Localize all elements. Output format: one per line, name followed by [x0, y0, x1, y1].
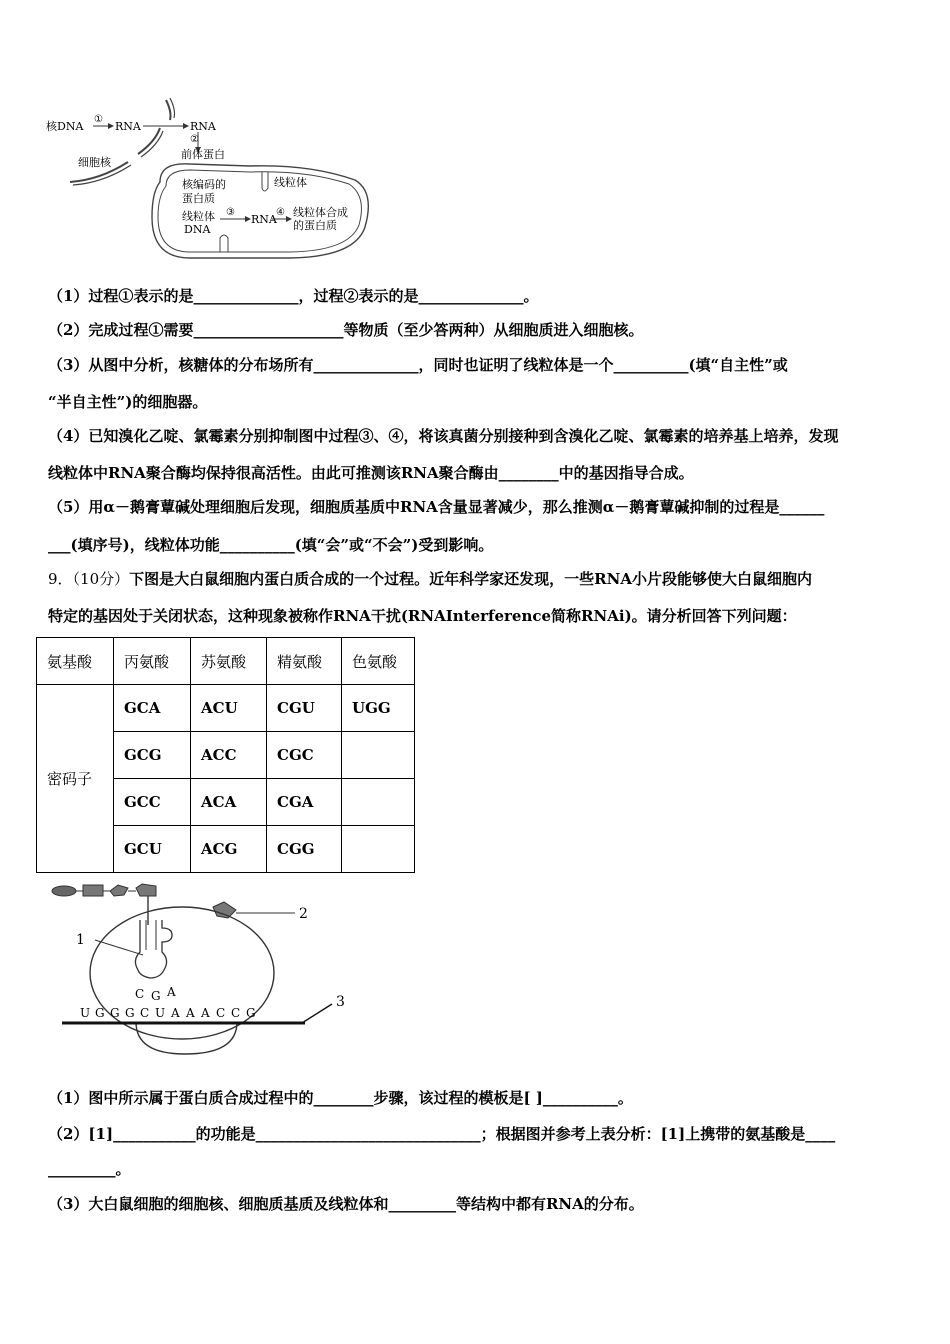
anticodon-base: C: [135, 987, 145, 1001]
table-row-label: 密码子: [37, 685, 114, 873]
mrna-base: C: [216, 1006, 226, 1020]
table-cell: CGA: [267, 779, 342, 826]
label-step3: ③: [226, 207, 235, 218]
mrna-base: A: [171, 1006, 180, 1020]
q9-part3: （3）大白鼠细胞的细胞核、细胞质基质及线粒体和_________等结构中都有RNA的分布。: [48, 1195, 644, 1213]
table-header-cell: 苏氨酸: [191, 638, 267, 685]
mrna-base: G: [125, 1006, 135, 1020]
table-header-row: [37, 638, 415, 685]
q9-part2-line2: _________。: [48, 1160, 131, 1178]
q8-part5-line2: ___(填序号)，线粒体功能__________(填“会”或“不会”)受到影响。: [48, 536, 494, 554]
q8-part2: （2）完成过程①需要____________________等物质（至少答两种）从细胞质进入细胞核。: [48, 321, 644, 339]
q8-part3-line1: （3）从图中分析，核糖体的分布场所有______________，同时也证明了线粒体是一个__________(填“自主性”或: [48, 356, 788, 374]
mrna-base: C: [231, 1006, 241, 1020]
q8-part4-line2: 线粒体中RNA聚合酶均保持很高活性。由此可推测该RNA聚合酶由________中的基因指导合成。: [48, 464, 694, 482]
q9-intro-text-a: 下图是大白鼠细胞内蛋白质合成的一个过程。近年科学家还发现，一些RNA小片段能够使大白鼠细胞内: [129, 570, 812, 588]
q8-part1: （1）过程①表示的是______________，过程②表示的是______________。: [48, 287, 539, 305]
label-mito-protein-2: 的蛋白质: [293, 219, 337, 232]
table-cell: [342, 826, 415, 873]
mrna-base: G: [246, 1006, 256, 1020]
table-cell: [342, 779, 415, 826]
table-cell: GCU: [114, 826, 191, 873]
mrna-base: G: [110, 1006, 120, 1020]
table-cell: GCA: [114, 685, 191, 732]
table-cell: GCC: [114, 779, 191, 826]
label-nucleus: 细胞核: [78, 156, 111, 169]
label-mitochondrion: 线粒体: [274, 176, 307, 189]
label-rna2: RNA: [190, 120, 216, 133]
q8-part5-line1: （5）用α－鹅膏蕈碱处理细胞后发现，细胞质基质中RNA含量显著减少，那么推测α－鹅膏蕈碱抑制的过程是______: [48, 498, 825, 516]
mrna-base: C: [140, 1006, 150, 1020]
table-cell: [342, 732, 415, 779]
table-cell: ACC: [191, 732, 267, 779]
table-cell: ACG: [191, 826, 267, 873]
q9-part1: （1）图中所示属于蛋白质合成过程中的________步骤，该过程的模板是[ ]__________。: [48, 1089, 633, 1107]
table-header-cell: 氨基酸: [37, 638, 114, 685]
q8-part4-line1: （4）已知溴化乙啶、氯霉素分别抑制图中过程③、④，将该真菌分别接种到含溴化乙啶、氯霉素的培养基上培养，发现: [48, 427, 839, 445]
label-amino-acid: 2: [299, 906, 308, 922]
mrna-base: U: [80, 1006, 91, 1020]
table-row: [37, 685, 415, 732]
label-mito-protein-1: 线粒体合成: [293, 206, 348, 219]
label-trna: 1: [76, 932, 85, 948]
q9-intro-line1: [48, 569, 906, 589]
label-step2: ②: [190, 134, 199, 145]
table-cell: CGG: [267, 826, 342, 873]
codon-table: [36, 637, 415, 873]
label-mito-dna-1: 线粒体: [182, 210, 215, 223]
table-cell: ACA: [191, 779, 267, 826]
label-precursor-protein: 前体蛋白: [181, 148, 225, 161]
q9-intro-line2: 特定的基因处于关闭状态，这种现象被称作RNA干扰(RNAInterference简称RNAi)。请分析回答下列问题：: [48, 607, 797, 625]
label-nuclear-encoded-2: 蛋白质: [182, 192, 215, 205]
table-cell: ACU: [191, 685, 267, 732]
table-cell: CGC: [267, 732, 342, 779]
q9-number: 9．（10分）: [48, 570, 130, 588]
mrna-base: A: [186, 1006, 195, 1020]
label-step1: ①: [94, 114, 103, 125]
label-nuclear-dna: 核DNA: [46, 120, 84, 133]
table-header-cell: 丙氨酸: [114, 638, 191, 685]
table-cell: GCG: [114, 732, 191, 779]
q8-part3-line2: “半自主性”)的细胞器。: [48, 393, 208, 411]
label-mrna: 3: [336, 994, 345, 1010]
label-rna3: RNA: [251, 213, 277, 226]
figure-translation-diagram: [40, 880, 360, 1060]
mrna-base: G: [95, 1006, 105, 1020]
anticodon-base: A: [167, 985, 176, 999]
label-rna: RNA: [115, 120, 141, 133]
table-cell: UGG: [342, 685, 415, 732]
anticodon-base: G: [151, 989, 161, 1003]
table-cell: CGU: [267, 685, 342, 732]
table-header-cell: 色氨酸: [342, 638, 415, 685]
figure-mitochondria-diagram: [40, 92, 380, 262]
label-step4: ④: [276, 207, 285, 218]
mrna-base: U: [155, 1006, 166, 1020]
mrna-base: A: [201, 1006, 210, 1020]
q9-part2-line1: （2）[1]___________的功能是______________________________；根据图并参考上表分析：[1]上携带的氨基酸是____: [48, 1125, 836, 1143]
table-header-cell: 精氨酸: [267, 638, 342, 685]
label-mito-dna-2: DNA: [184, 223, 211, 236]
label-nuclear-encoded-1: 核编码的: [182, 178, 226, 191]
